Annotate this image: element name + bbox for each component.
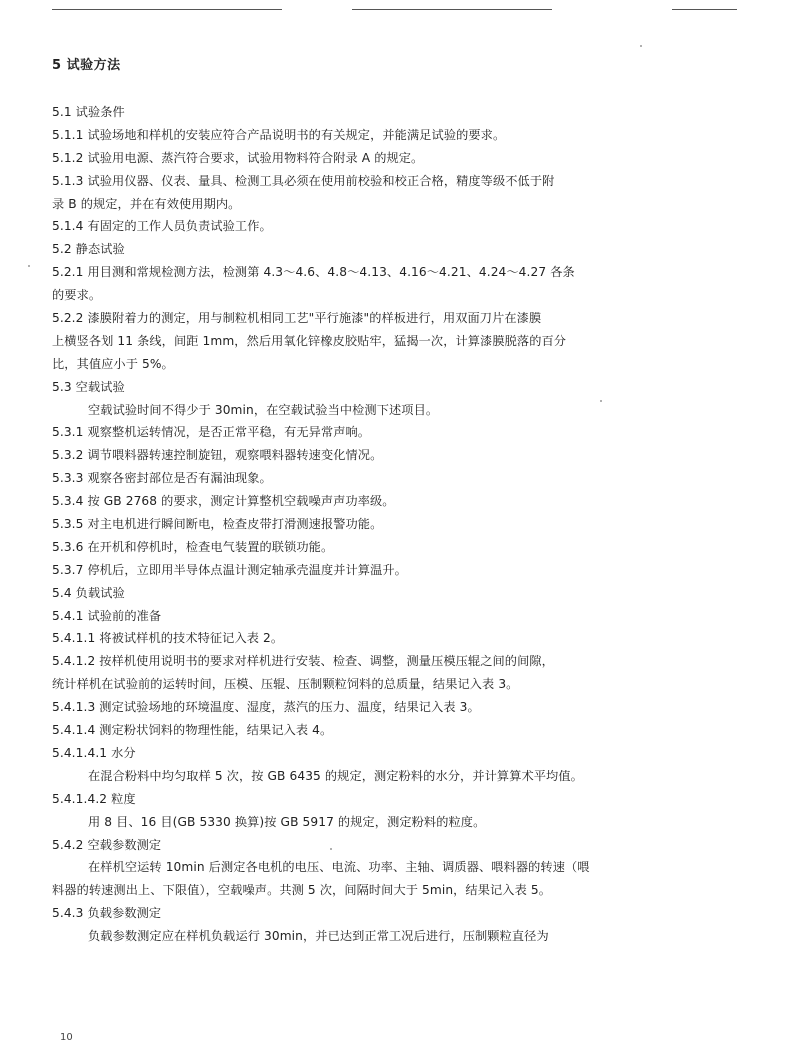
text-line: 比，其值应小于 5%。 [52,356,174,371]
text-line: 5.4.1.1 将被试样机的技术特征记入表 2。 [52,631,284,646]
text-line: 5.4.2 空载参数测定 [52,837,162,852]
text-line: 料器的转速测出上、下限值），空载噪声。共测 5 次，间隔时间大于 5min，结果记入表 5。 [52,883,551,898]
scan-speck [330,848,332,850]
text-line: 5.2 静态试验 [52,242,125,257]
page-number: 10 [60,1032,73,1043]
header-rule-left [52,9,282,10]
text-line: 5.4 负载试验 [52,585,125,600]
text-line: 的要求。 [52,288,102,303]
section-title: 5 试验方法 [52,58,121,73]
text-line: 5.3.3 观察各密封部位是否有漏油现象。 [52,471,272,486]
text-line: 5.4.1.2 按样机使用说明书的要求对样机进行安装、检查、调整，测量压模压辊之间的间隙， [52,654,554,669]
text-line: 5.4.1 试验前的准备 [52,608,162,623]
body-text [52,101,742,948]
text-line: 5.4.1.4 测定粉状饲料的物理性能，结果记入表 4。 [52,723,333,738]
text-line: 5.2.1 用目测和常规检测方法，检测第 4.3～4.6、4.8～4.13、4.16～4.21、4.24～4.27 各条 [52,265,575,280]
text-line: 在样机空运转 10min 后测定各电机的电压、电流、功率、主轴、调质器、喂料器的转速（喂 [88,860,590,875]
text-line: 5.4.1.3 测定试验场地的环境温度、湿度，蒸汽的压力、温度，结果记入表 3。 [52,700,480,715]
scan-speck [640,45,642,47]
text-line: 上横竖各划 11 条线，间距 1mm，然后用氧化锌橡皮胶贴牢，猛揭一次，计算漆膜脱落的百分 [52,333,567,348]
text-line: 5.1.2 试验用电源、蒸汽符合要求，试验用物料符合附录 A 的规定。 [52,150,424,165]
text-line: 5.4.1.4.2 粒度 [52,791,136,806]
scan-speck [28,265,30,267]
header-rule-right [672,9,737,10]
scan-speck [600,400,602,402]
text-line: 5.1.4 有固定的工作人员负责试验工作。 [52,219,272,234]
text-line: 空载试验时间不得少于 30min，在空载试验当中检测下述项目。 [88,402,439,417]
text-line: 5.3.4 按 GB 2768 的要求，测定计算整机空载噪声声功率级。 [52,494,395,509]
text-line: 5.3.1 观察整机运转情况，是否正常平稳，有无异常声响。 [52,425,371,440]
text-line: 5.1.1 试验场地和样机的安装应符合产品说明书的有关规定，并能满足试验的要求。 [52,127,506,142]
header-rule [52,6,737,12]
text-line: 5.4.1.4.1 水分 [52,745,136,760]
text-line: 统计样机在试验前的运转时间，压模、压辊、压制颗粒饲料的总质量，结果记入表 3。 [52,677,519,692]
text-line: 用 8 目、16 目(GB 5330 换算)按 GB 5917 的规定，测定粉料的粒度。 [88,814,486,829]
text-line: 5.1 试验条件 [52,105,125,119]
header-rule-middle [352,9,552,10]
text-line: 5.3.6 在开机和停机时，检查电气装置的联锁功能。 [52,539,334,554]
text-line: 录 B 的规定，并在有效使用期内。 [52,196,241,211]
text-line: 5.3 空载试验 [52,379,125,394]
text-line: 5.3.5 对主电机进行瞬间断电，检查皮带打滑测速报警功能。 [52,517,383,532]
text-line: 5.3.2 调节喂料器转速控制旋钮，观察喂料器转速变化情况。 [52,448,383,463]
text-line: 5.3.7 停机后，立即用半导体点温计测定轴承壳温度并计算温升。 [52,562,407,577]
text-line: 负载参数测定应在样机负载运行 30min，并已达到正常工况后进行，压制颗粒直径为 [88,929,549,944]
text-line: 在混合粉料中均匀取样 5 次，按 GB 6435 的规定，测定粉料的水分，并计算算术平均值。 [88,768,583,783]
text-line: 5.2.2 漆膜附着力的测定，用与制粒机相同工艺"平行施漆"的样板进行，用双面刀片在漆膜 [52,311,542,326]
text-line: 5.1.3 试验用仪器、仪表、量具、检测工具必须在使用前校验和校正合格，精度等级不低于附 [52,173,555,188]
text-line: 5.4.3 负载参数测定 [52,906,162,921]
